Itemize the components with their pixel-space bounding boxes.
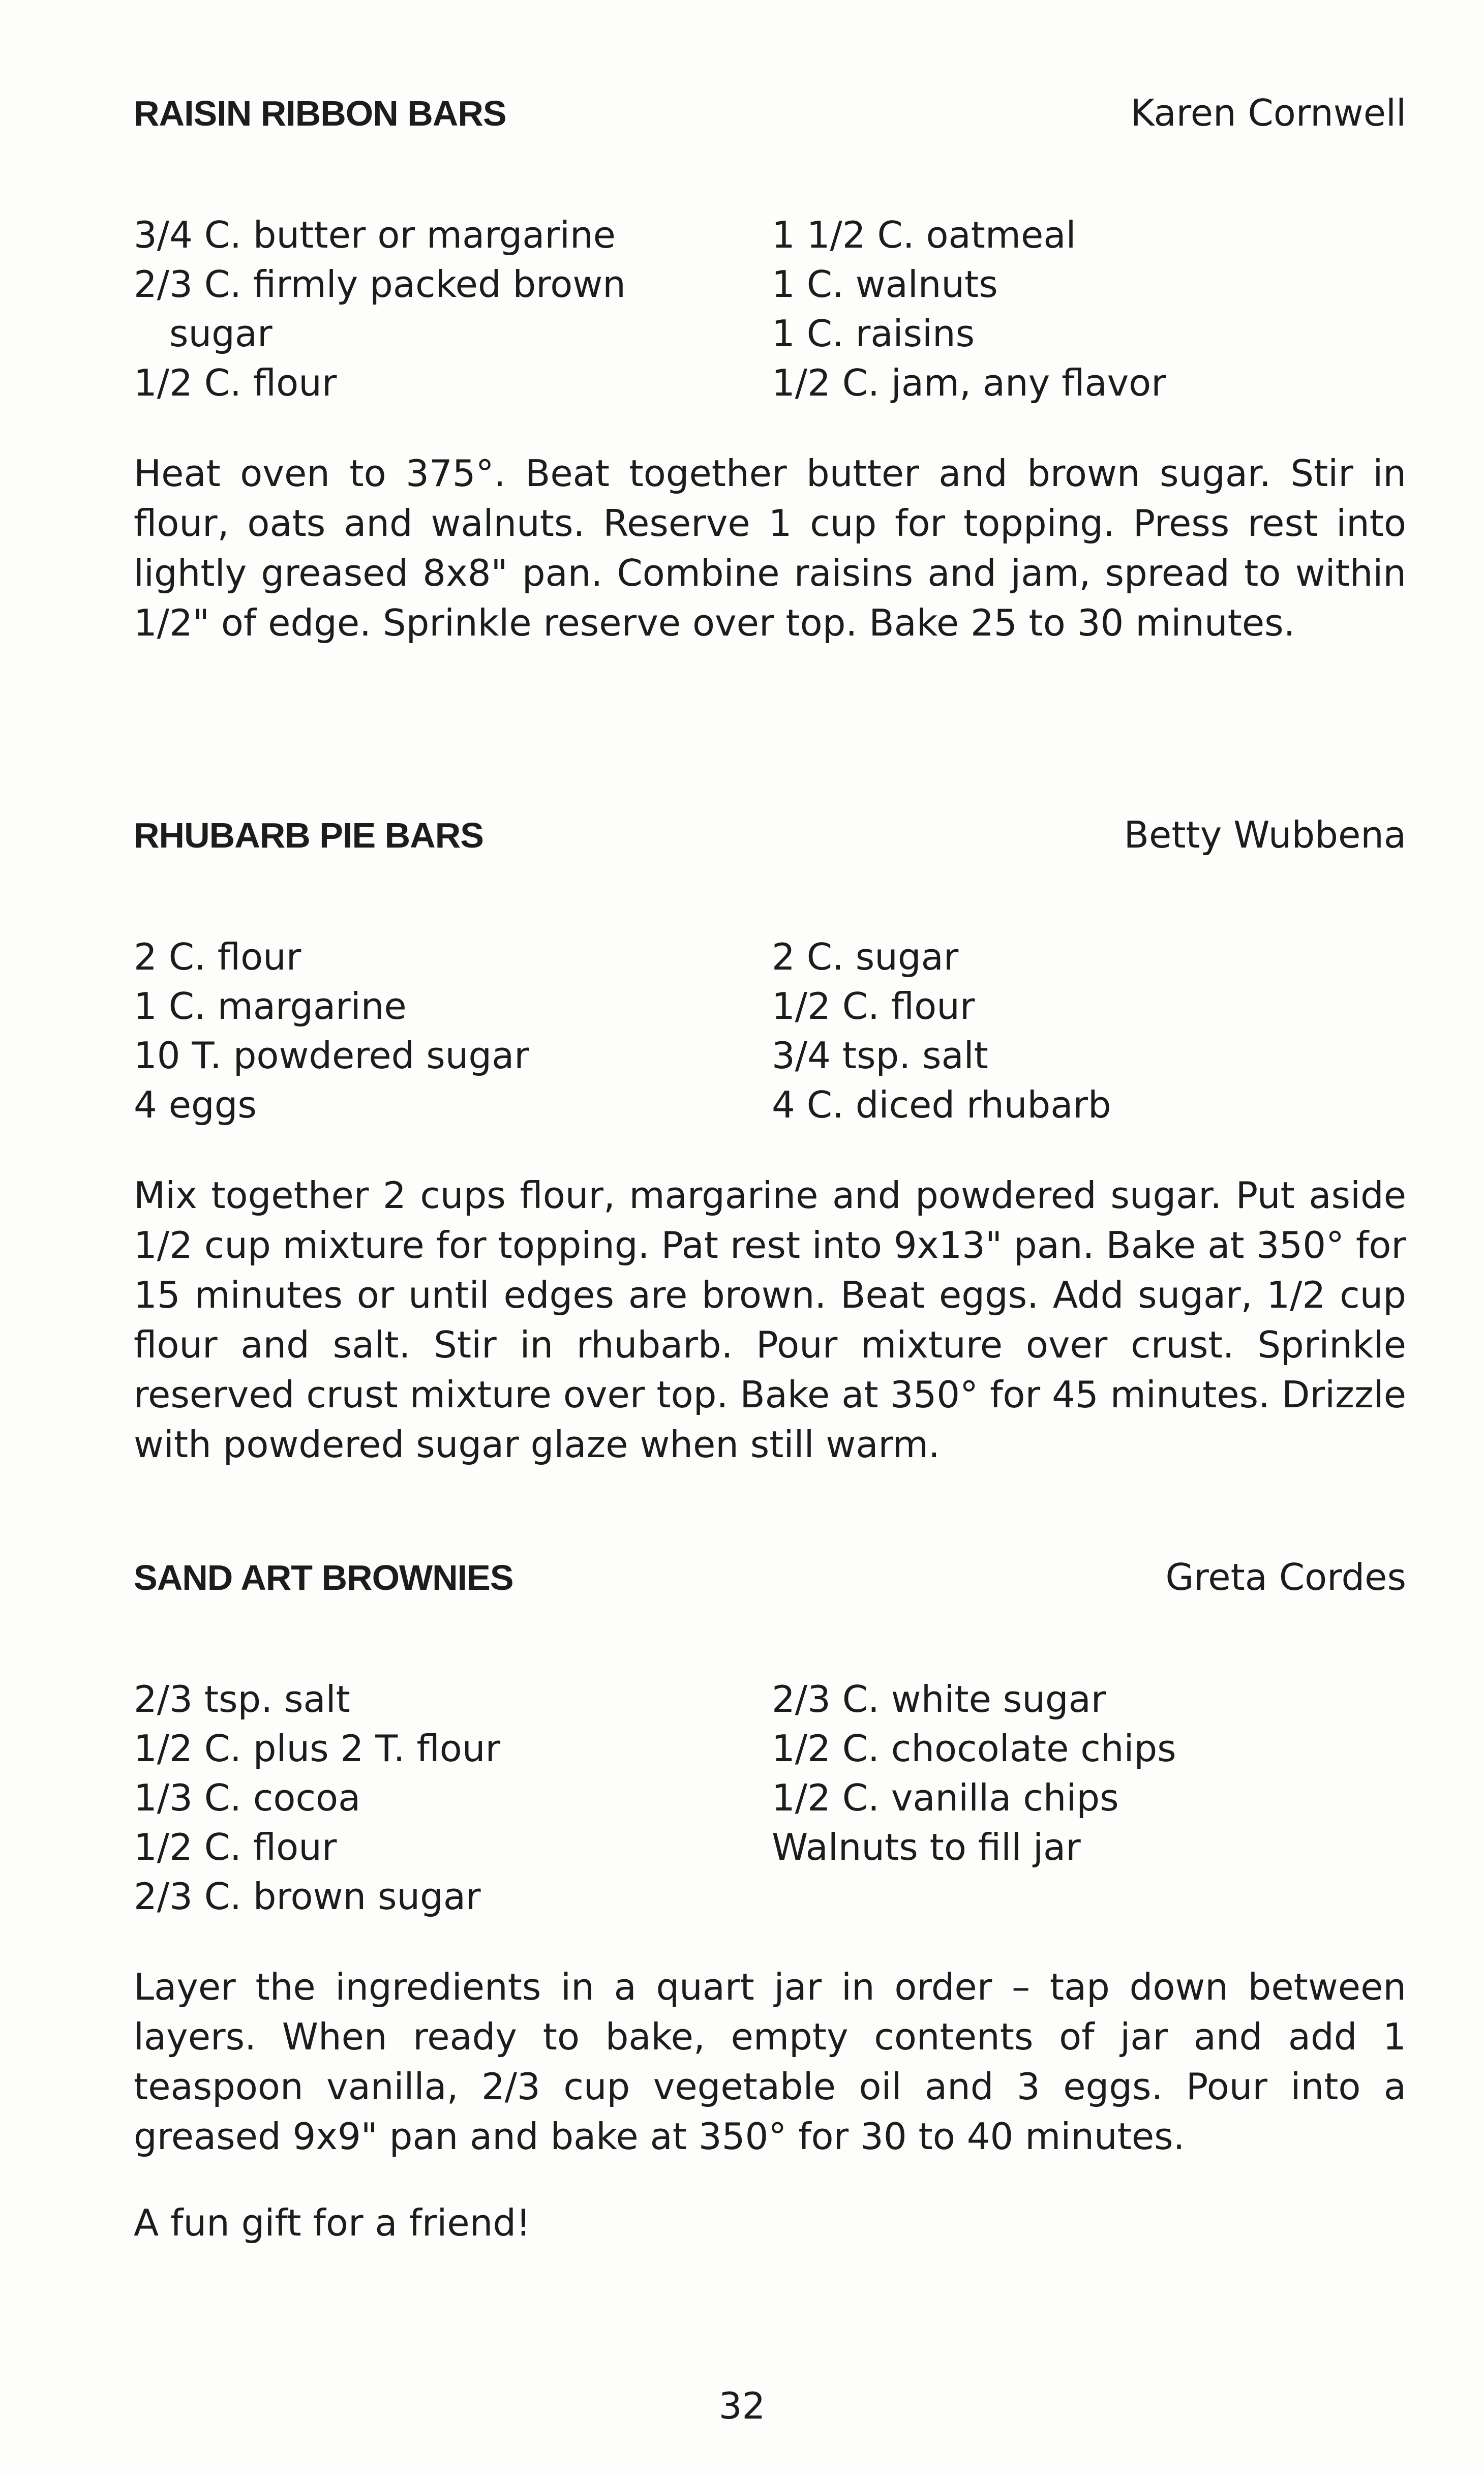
ingredient-column-left	[134, 210, 772, 408]
ingredient-item: 1 1/2 C. oatmeal	[772, 214, 1076, 256]
recipe-rhubarb-pie-bars	[134, 813, 1406, 1556]
ingredient-item: 1 C. walnuts	[772, 263, 998, 306]
ingredient-item: 10 T. powdered sugar	[134, 1034, 529, 1077]
page-number: 32	[718, 2384, 766, 2427]
ingredient-column-left	[134, 1675, 772, 1921]
ingredient-item: 2/3 C. brown sugar	[134, 1875, 481, 1918]
ingredient-column-right	[772, 932, 1406, 1130]
recipe-header	[134, 813, 1406, 856]
recipe-header	[134, 1556, 1406, 1598]
recipe-author: Karen Cornwell	[1130, 92, 1406, 134]
ingredient-item: 1/3 C. cocoa	[134, 1776, 361, 1819]
recipe-author: Greta Cordes	[1165, 1556, 1406, 1598]
ingredient-item: 1 C. margarine	[134, 985, 407, 1028]
ingredient-item: 3/4 tsp. salt	[772, 1034, 988, 1077]
ingredient-item: 1/2 C. flour	[772, 985, 975, 1028]
ingredient-item: 2/3 tsp. salt	[134, 1678, 350, 1720]
recipe-sand-art-brownies	[134, 1556, 1406, 2248]
ingredient-list	[134, 932, 1406, 1130]
recipe-directions: Layer the ingredients in a quart jar in order – tap down between layers. When ready to bake, empty contents of jar and add 1 teaspoon vanilla, 2/3 cup vegetable oil and 3 eggs. Pour into a greased 9x9" pan and bake at 350° for 30 to 40 minutes.	[134, 1966, 1406, 2158]
ingredient-item: 2 C. flour	[134, 935, 301, 978]
ingredient-item: Walnuts to fill jar	[772, 1826, 1081, 1868]
recipe-title: RAISIN RIBBON BARS	[134, 94, 506, 133]
ingredient-list	[134, 1675, 1406, 1921]
ingredient-item: sugar	[169, 312, 272, 355]
ingredient-column-right	[772, 1675, 1406, 1921]
recipe-author: Betty Wubbena	[1124, 813, 1406, 856]
ingredient-item: 1/2 C. jam, any flavor	[772, 361, 1166, 404]
recipe-directions: Heat oven to 375°. Beat together butter and brown sugar. Stir in flour, oats and walnuts. Reserve 1 cup for topping. Press rest into lightly greased 8x8" pan. Combine raisins and jam, spread to within 1/2" of edge. Sprinkle reserve over top. Bake 25 to 30 minutes.	[134, 452, 1406, 644]
ingredient-item: 1/2 C. chocolate chips	[772, 1727, 1176, 1770]
ingredient-item: 1/2 C. vanilla chips	[772, 1776, 1119, 1819]
recipe-header	[134, 92, 1406, 134]
ingredient-column-right	[772, 210, 1406, 408]
ingredient-item: 2 C. sugar	[772, 935, 959, 978]
ingredient-item: 1/2 C. flour	[134, 1826, 337, 1868]
recipe-title: SAND ART BROWNIES	[134, 1558, 513, 1597]
ingredient-item: 3/4 C. butter or margarine	[134, 214, 616, 256]
recipe-note: A fun gift for a friend!	[134, 2201, 531, 2244]
ingredient-item: 2/3 C. white sugar	[772, 1678, 1106, 1720]
ingredient-column-left	[134, 932, 772, 1130]
ingredient-item: 4 C. diced rhubarb	[772, 1083, 1111, 1126]
ingredient-item: 1 C. raisins	[772, 312, 975, 355]
ingredient-item: 2/3 C. firmly packed brown	[134, 263, 626, 306]
ingredient-list	[134, 210, 1406, 408]
recipe-raisin-ribbon-bars	[134, 92, 1406, 813]
ingredient-item: 1/2 C. flour	[134, 361, 337, 404]
recipe-title: RHUBARB PIE BARS	[134, 816, 483, 855]
ingredient-item: 1/2 C. plus 2 T. flour	[134, 1727, 501, 1770]
recipe-directions: Mix together 2 cups flour, margarine and powdered sugar. Put aside 1/2 cup mixture for topping. Pat rest into 9x13" pan. Bake at 350° for 15 minutes or until edges are brown. Beat eggs. Add sugar, 1/2 cup flour and salt. Stir in rhubarb. Pour mixture over crust. Sprinkle reserved crust mixture over top. Bake at 350° for 45 minutes. Drizzle with powdered sugar glaze when still warm.	[134, 1174, 1406, 1466]
ingredient-item: 4 eggs	[134, 1083, 257, 1126]
page-content	[134, 92, 1406, 2284]
